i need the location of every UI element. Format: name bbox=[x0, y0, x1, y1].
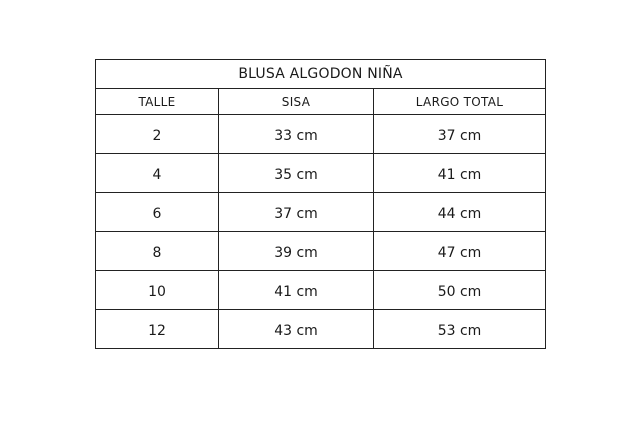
table-row bbox=[96, 310, 546, 349]
cell-sisa: 41 cm bbox=[219, 271, 374, 310]
cell-largo-total: 47 cm bbox=[374, 232, 546, 271]
cell-talle: 10 bbox=[96, 271, 219, 310]
column-header-sisa: SISA bbox=[219, 89, 374, 115]
cell-sisa: 39 cm bbox=[219, 232, 374, 271]
cell-talle: 8 bbox=[96, 232, 219, 271]
cell-sisa: 35 cm bbox=[219, 154, 374, 193]
cell-largo-total: 44 cm bbox=[374, 193, 546, 232]
table-title: BLUSA ALGODON NIÑA bbox=[96, 60, 546, 89]
cell-largo-total: 41 cm bbox=[374, 154, 546, 193]
cell-largo-total: 53 cm bbox=[374, 310, 546, 349]
cell-talle: 6 bbox=[96, 193, 219, 232]
table-row bbox=[96, 193, 546, 232]
cell-sisa: 33 cm bbox=[219, 115, 374, 154]
table-row bbox=[96, 115, 546, 154]
cell-sisa: 43 cm bbox=[219, 310, 374, 349]
table-row bbox=[96, 154, 546, 193]
cell-talle: 4 bbox=[96, 154, 219, 193]
table-row bbox=[96, 271, 546, 310]
cell-talle: 2 bbox=[96, 115, 219, 154]
cell-sisa: 37 cm bbox=[219, 193, 374, 232]
table-row bbox=[96, 232, 546, 271]
header-row bbox=[96, 89, 546, 115]
column-header-largo-total: LARGO TOTAL bbox=[374, 89, 546, 115]
cell-largo-total: 37 cm bbox=[374, 115, 546, 154]
size-chart-table bbox=[95, 59, 546, 349]
title-row bbox=[96, 60, 546, 89]
column-header-talle: TALLE bbox=[96, 89, 219, 115]
cell-talle: 12 bbox=[96, 310, 219, 349]
cell-largo-total: 50 cm bbox=[374, 271, 546, 310]
